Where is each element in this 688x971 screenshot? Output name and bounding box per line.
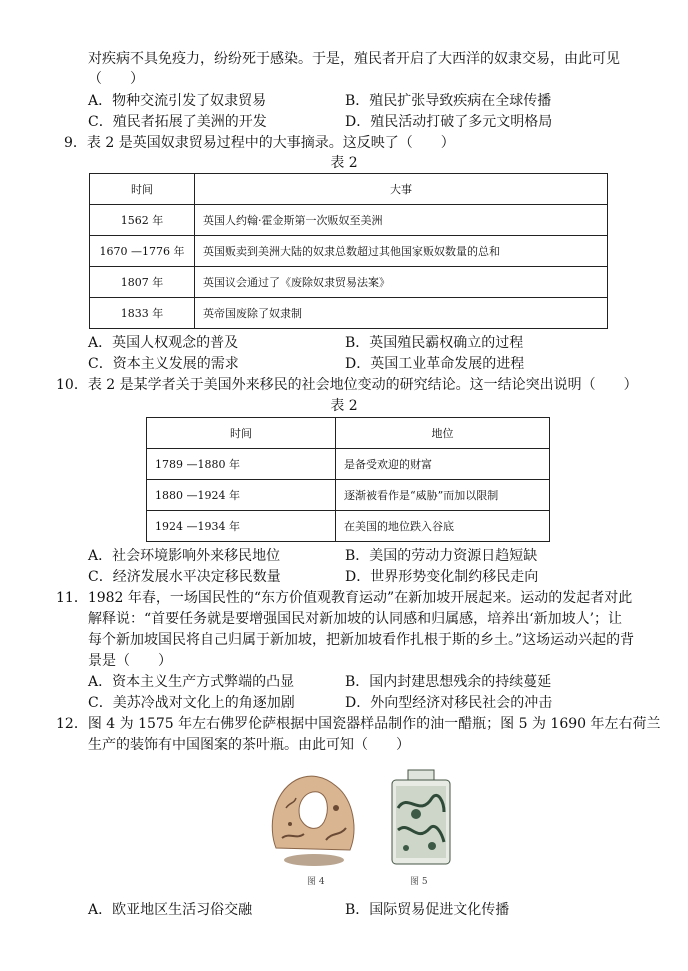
table-cell: 是备受欢迎的财富 bbox=[336, 449, 550, 480]
table-header-cell: 时间 bbox=[147, 418, 336, 449]
table-cell: 1924 —1934 年 bbox=[147, 511, 336, 542]
q8-stem-line1: 对疾病不具免疫力，纷纷死于感染。于是，殖民者开启了大西洋的奴隶交易，由此可见 bbox=[88, 51, 620, 67]
table-cell: 英国议会通过了《废除奴隶贸易法案》 bbox=[195, 267, 608, 298]
q11-stem-line3: 每个新加坡国民将自己归属于新加坡，把新加坡看作扎根于斯的乡土。”这场运动兴起的背 bbox=[88, 632, 635, 648]
table-row bbox=[90, 298, 608, 329]
table-header-cell: 地位 bbox=[336, 418, 550, 449]
q10-option-a: A．社会环境影响外来移民地位 bbox=[88, 548, 281, 564]
q9-table bbox=[89, 173, 608, 329]
table-row bbox=[90, 267, 608, 298]
q12-stem-line2: 生产的装饰有中国图案的茶叶瓶。由此可知（ ） bbox=[88, 737, 410, 753]
table-header-cell: 大事 bbox=[195, 174, 608, 205]
figure-5-label: 图 5 bbox=[410, 877, 428, 887]
q8-option-b: B．殖民扩张导致疾病在全球传播 bbox=[345, 93, 552, 109]
table-row bbox=[147, 511, 550, 542]
q12-option-a: A．欧亚地区生活习俗交融 bbox=[88, 902, 253, 918]
table-cell: 1807 年 bbox=[90, 267, 195, 298]
table-row bbox=[90, 236, 608, 267]
figure-4-oil-vinegar-flask bbox=[266, 768, 362, 868]
q11-option-c: C．美苏冷战对文化上的角逐加剧 bbox=[88, 695, 295, 711]
table-header-cell: 时间 bbox=[90, 174, 195, 205]
figure-5-tea-caddy bbox=[386, 768, 456, 870]
q10-stem: 10．表 2 是某学者关于美国外来移民的社会地位变动的研究结论。这一结论突出说明（ ） bbox=[56, 377, 638, 393]
table-cell: 在美国的地位跌入谷底 bbox=[336, 511, 550, 542]
q10-option-d: D．世界形势变化制约移民走向 bbox=[345, 569, 539, 585]
q8-option-a: A．物种交流引发了奴隶贸易 bbox=[88, 93, 267, 109]
table-header-row bbox=[90, 174, 608, 205]
table-header-row bbox=[147, 418, 550, 449]
q9-option-a: A．英国人权观念的普及 bbox=[88, 335, 239, 351]
figure-4-label: 图 4 bbox=[307, 877, 325, 887]
q11-stem-line1: 11．1982 年春，一场国民性的“东方价值观教育运动”在新加坡开展起来。运动的发起者对此 bbox=[56, 590, 633, 606]
q9-option-c: C．资本主义发展的需求 bbox=[88, 356, 239, 372]
q9-table-caption: 表 2 bbox=[330, 155, 358, 171]
table-cell: 英国人约翰·霍金斯第一次贩奴至美洲 bbox=[195, 205, 608, 236]
table-cell: 英帝国废除了奴隶制 bbox=[195, 298, 608, 329]
table-row bbox=[90, 205, 608, 236]
q8-option-d: D．殖民活动打破了多元文明格局 bbox=[345, 114, 553, 130]
q11-option-a: A．资本主义生产方式弊端的凸显 bbox=[88, 674, 295, 690]
q9-stem: 9．表 2 是英国奴隶贸易过程中的大事摘录。这反映了（ ） bbox=[64, 135, 455, 151]
table-cell: 1670 —1776 年 bbox=[90, 236, 195, 267]
q8-option-c: C．殖民者拓展了美洲的开发 bbox=[88, 114, 267, 130]
table-cell: 英国贩卖到美洲大陆的奴隶总数超过其他国家贩奴数量的总和 bbox=[195, 236, 608, 267]
table-row bbox=[147, 449, 550, 480]
q10-option-c: C．经济发展水平决定移民数量 bbox=[88, 569, 281, 585]
q10-option-b: B．美国的劳动力资源日趋短缺 bbox=[345, 548, 538, 564]
q11-stem-line4: 景是（ ） bbox=[88, 653, 172, 669]
table-cell: 1833 年 bbox=[90, 298, 195, 329]
q11-option-d: D．外向型经济对移民社会的冲击 bbox=[345, 695, 553, 711]
table-cell: 1880 —1924 年 bbox=[147, 480, 336, 511]
q11-stem-line2: 解释说：“首要任务就是要增强国民对新加坡的认同感和归属感，培养出‘新加坡人’；让 bbox=[88, 611, 623, 627]
q9-option-b: B．英国殖民霸权确立的过程 bbox=[345, 335, 524, 351]
table-cell: 1562 年 bbox=[90, 205, 195, 236]
q12-stem-line1: 12．图 4 为 1575 年左右佛罗伦萨根据中国瓷器样品制作的油一醋瓶；图 5 为 1690 年左右荷兰 bbox=[56, 716, 661, 732]
q8-stem-line2: （ ） bbox=[88, 71, 144, 87]
q10-table-caption: 表 2 bbox=[330, 398, 358, 414]
q9-option-d: D．英国工业革命发展的进程 bbox=[345, 356, 525, 372]
q10-table bbox=[146, 417, 550, 542]
table-cell: 1789 —1880 年 bbox=[147, 449, 336, 480]
q11-option-b: B．国内封建思想残余的持续蔓延 bbox=[345, 674, 552, 690]
table-cell: 逐渐被看作是“威胁”而加以限制 bbox=[336, 480, 550, 511]
q12-option-b: B．国际贸易促进文化传播 bbox=[345, 902, 510, 918]
table-row bbox=[147, 480, 550, 511]
